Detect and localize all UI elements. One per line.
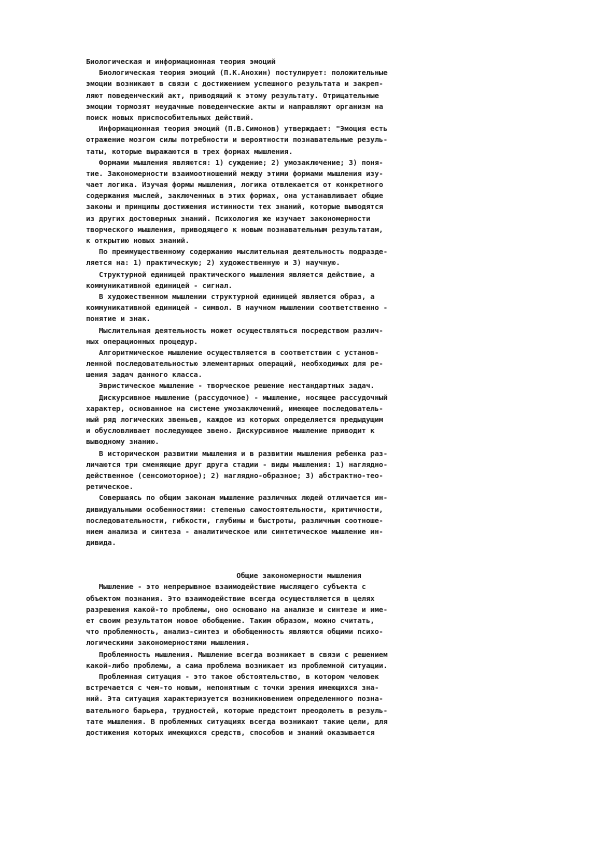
text-line: последовательности, гибкости, глубины и быстроты, различным соотноше-: [86, 515, 384, 525]
section-2-body: [86, 581, 512, 738]
text-line: шения задач данного класса.: [86, 370, 203, 380]
text-line: Мыслительная деятельность может осуществляться посредством различ-: [86, 325, 384, 335]
text-line: ний. Эта ситуация характеризуется возникновением определенного познa-: [86, 694, 384, 704]
text-line: поиск новых приспособительных действий.: [86, 112, 254, 122]
section-title: Биологическая и информационная теория эмоций: [86, 57, 276, 66]
text-line: дивида.: [86, 538, 117, 548]
text-line: характер, основанное на системе умозаключений, имеющее последователь-: [86, 403, 384, 413]
text-line: творческого мышления, приводящего к новым познавательным результатам,: [86, 224, 384, 234]
text-line: встречается с чем-то новым, непонятным с точки зрения имеющихся зна-: [86, 683, 379, 693]
text-line: коммуникативной единицей - сигнал.: [86, 280, 233, 290]
text-line: личаются три сменяющие друг друга стадии - виды мышления: 1) наглядно-: [86, 459, 388, 469]
text-line: чает логика. Изучая формы мышления, логика отвлекается от конкретного: [86, 180, 384, 190]
text-line: Дискурсивное мышление (рассудочное) - мышление, носящее рассудочный: [86, 392, 388, 402]
text-line: В историческом развитии мышления и в развитии мышления ребенка раз-: [86, 448, 388, 458]
section-1-body: [86, 67, 512, 548]
text-line: разрешения какой-то проблемы, оно основано на анализе и синтезе и име-: [86, 604, 388, 614]
text-line: дивидуальными особенностями: степенью самостоятельности, критичности,: [86, 504, 384, 514]
text-line: Структурной единицей практического мышления является действие, а: [86, 269, 375, 279]
text-line: ленной последовательностью элементарных операций, необходимых для ре-: [86, 359, 384, 369]
text-line: Эвристическое мышление - творческое решение нестандартных задач.: [86, 381, 375, 391]
text-line: из других достоверных знаний. Психология же изучает закономерности: [86, 213, 371, 223]
text-line: ляют поведенческий акт, приводящий к этому результату. Отрицательные: [86, 90, 379, 100]
text-line: Информационная теория эмоций (П.В.Симонов) утверждает: "Эмоция есть: [86, 124, 388, 134]
text-line: действенное (сенсомоторное); 2) наглядно-образное; 3) абстрактно-тео-: [86, 470, 384, 480]
text-line: достижения которых имеющихся средств, способов и знаний оказывается: [86, 727, 375, 737]
text-line: какой-либо проблемы, а сама проблема возникает из проблемной ситуации.: [86, 660, 388, 670]
text-line: В художественном мышлении структурной единицей является образ, а: [86, 291, 375, 301]
text-line: ных операционных процедур.: [86, 336, 198, 346]
text-line: коммуникативной единицей - символ. В научном мышлении соответственно -: [86, 303, 388, 313]
text-line: эмоции возникают в связи с достижением успешного результата и закреп-: [86, 79, 384, 89]
text-line: ет своим результатом новое обобщение. Таким образом, можно считать,: [86, 616, 375, 625]
text-line: логическими закономерностями мышления.: [86, 638, 250, 648]
section-title-2: Общие закономерности мышления: [236, 571, 362, 581]
text-line: объектом познания. Это взаимодействие всегда осуществляется в целях: [86, 593, 375, 603]
text-line: По преимущественному содержанию мыслительная деятельность подразде-: [86, 247, 388, 257]
text-line: Формами мышления являются: 1) суждение; 2) умозаключение; 3) поня-: [86, 157, 384, 167]
text-line: Биологическая теория эмоций (П.К.Анохин) постулирует: положительные: [86, 68, 388, 78]
text-line: Проблемность мышления. Мышление всегда возникает в связи с решением: [86, 649, 388, 659]
text-line: к открытию новых знаний.: [86, 236, 190, 245]
text-line: тате мышления. В проблемных ситуациях всегда возникают такие цели, для: [86, 716, 388, 726]
text-line: Мышление - это непрерывное взаимодействие мыслящего субъекта с: [86, 582, 366, 592]
text-line: Проблемная ситуация - это такое обстоятельство, в котором человек: [86, 671, 379, 681]
text-line: тие. Закономерности взаимоотношений между этими формами мышления изу-: [86, 168, 384, 178]
text-line: отражение мозгом силы потребности и вероятности познавательные резуль-: [86, 135, 388, 145]
text-line: что проблемность, анализ-синтез и обобщенность являются общими психо-: [86, 627, 384, 637]
text-line: эмоции тормозят неудачные поведенческие акты и направляют организм на: [86, 101, 384, 111]
text-line: ный ряд логических звеньев, каждое из которых определяется предыдущим: [86, 415, 384, 424]
text-line: ретическое.: [86, 482, 134, 492]
text-line: ляется на: 1) практическую; 2) художественную и 3) научную.: [86, 258, 341, 268]
document-text: [86, 56, 512, 738]
text-line: выводному знанию.: [86, 437, 160, 447]
text-line: Совершаясь по общим законам мышление различных людей отличается ин-: [86, 493, 388, 503]
text-line: содержания мыслей, заключенных в этих формах, она устанавливает общие: [86, 191, 384, 201]
text-line: таты, которые выражаются в трех формах мышления.: [86, 146, 293, 156]
section-gap: [86, 548, 512, 570]
text-line: и обусловливает последующее звено. Дискурсивное мышление приводит к: [86, 426, 375, 436]
text-line: нием анализа и синтеза - аналитическое или синтетическое мышление ин-: [86, 526, 384, 536]
text-line: законы и принципы достижения истинности тех знаний, которые выводятся: [86, 202, 384, 212]
text-line: вательного барьера, трудностей, которые предстоит преодолеть в резуль-: [86, 705, 388, 715]
text-line: понятие и знак.: [86, 314, 151, 324]
text-line: Алгоритмическое мышление осуществляется в соответствии с установ-: [86, 347, 379, 357]
